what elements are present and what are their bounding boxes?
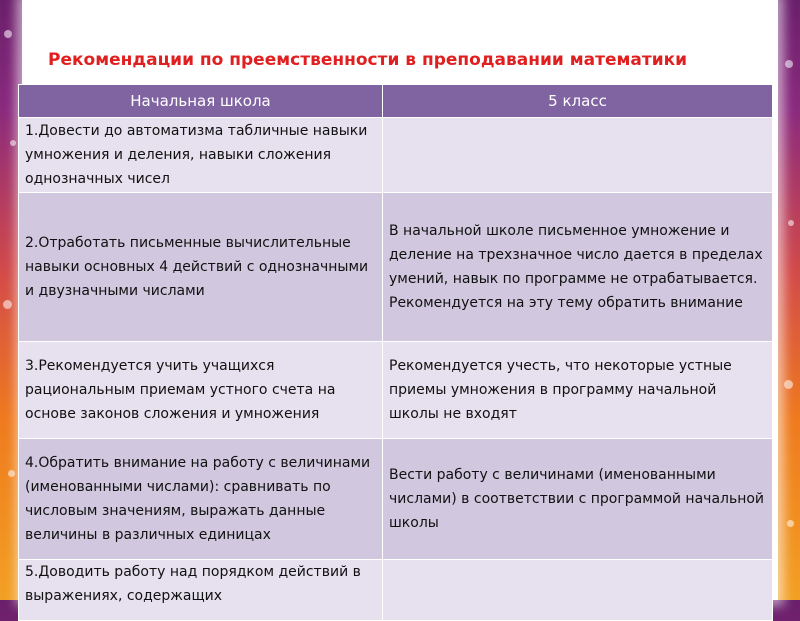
recommendations-table	[18, 84, 773, 621]
background-dot	[785, 60, 793, 68]
cell-grade-5	[383, 560, 773, 621]
cell-grade-5: Вести работу с величинами (именованными числами) в соответствии с программой начальной школы	[383, 439, 773, 560]
background-dot	[784, 380, 793, 389]
cell-grade-5	[383, 118, 773, 193]
cell-primary-school: 2.Отработать письменные вычислительные навыки основных 4 действий с однозначными и двузначными числами	[19, 193, 383, 342]
cell-primary-school: 5.Доводить работу над порядком действий в выражениях, содержащих	[19, 560, 383, 621]
cell-grade-5: Рекомендуется учесть, что некоторые устные приемы умножения в программу начальной школы не входят	[383, 342, 773, 439]
table-row	[19, 560, 773, 621]
column-header-primary-school: Начальная школа	[19, 85, 383, 118]
cell-grade-5: В начальной школе письменное умножение и деление на трехзначное число дается в пределах умений, навык по программе не отрабатывается. Рекомендуется на эту тему обратить внимание	[383, 193, 773, 342]
cell-primary-school: 4.Обратить внимание на работу с величинами (именованными числами): сравнивать по числовым значениям, выражать данные величины в различных единицах	[19, 439, 383, 560]
table-header-row	[19, 85, 773, 118]
table-row	[19, 118, 773, 193]
background-dot	[4, 30, 12, 38]
background-dot	[787, 520, 794, 527]
table-row	[19, 342, 773, 439]
background-dot	[10, 140, 16, 146]
column-header-grade-5: 5 класс	[383, 85, 773, 118]
slide-title: Рекомендации по преемственности в преподавании математики	[48, 50, 688, 70]
background-dot	[3, 300, 12, 309]
background-dot	[8, 470, 15, 477]
cell-primary-school: 1.Довести до автоматизма табличные навыки умножения и деления, навыки сложения однозначных чисел	[19, 118, 383, 193]
table-row	[19, 439, 773, 560]
cell-primary-school: 3.Рекомендуется учить учащихся рациональным приемам устного счета на основе законов сложения и умножения	[19, 342, 383, 439]
background-dot	[788, 220, 794, 226]
table-row	[19, 193, 773, 342]
